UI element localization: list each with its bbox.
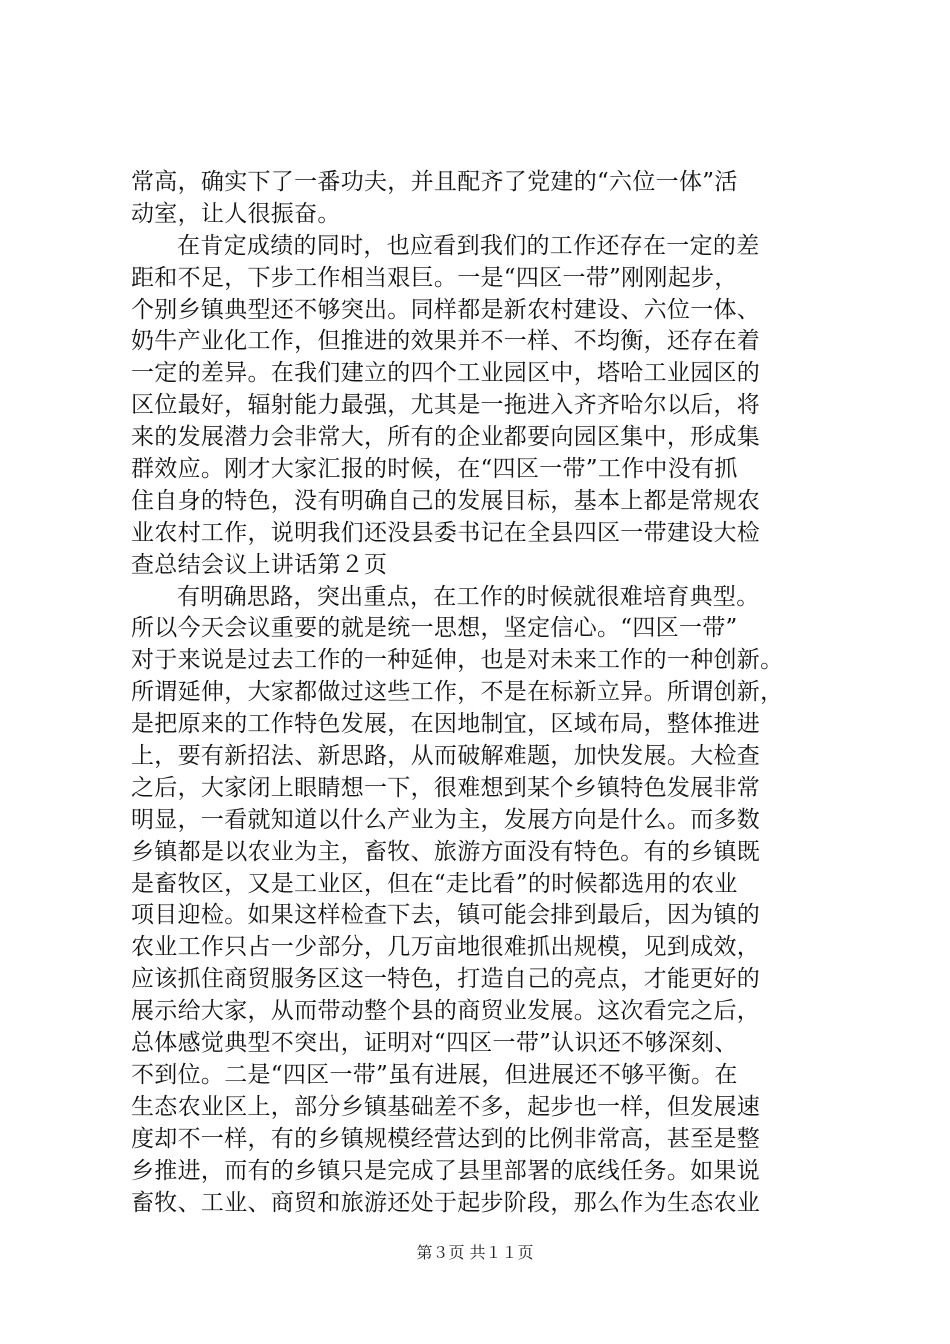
document-body [131,167,831,1219]
text-line: 奶牛产业化工作，但推进的效果并不一样、不均衡，还存在着 [131,328,761,355]
text-line: 查总结会议上讲话第２页 [131,551,388,578]
text-line: 乡推进，而有的乡镇只是完成了县里部署的底线任务。如果说 [131,1157,761,1184]
text-line: 展示给大家，从而带动整个县的商贸业发展。这次看完之后， [131,998,761,1025]
text-line: 住自身的特色，没有明确自己的发展目标，基本上都是常规农 [131,487,761,514]
text-line: 常高，确实下了一番功夫，并且配齐了党建的“六位一体”活 [131,169,738,195]
text-line: 是畜牧区，又是工业区，但在“走比看”的时候都选用的农业 [131,870,738,897]
text-line: 对于来说是过去工作的一种延伸，也是对未来工作的一种创新。 [131,647,784,674]
text-line: 来的发展潜力会非常大，所有的企业都要向园区集中，形成集 [131,424,761,451]
text-line: 项目迎检。如果这样检查下去，镇可能会排到最后，因为镇的 [131,902,761,929]
text-line: 业农村工作，说明我们还没县委书记在全县四区一带建设大检 [131,519,761,546]
text-line: 畜牧、工业、商贸和旅游还处于起步阶段，那么作为生态农业 [131,1189,761,1216]
page-footer: 第３页 共１１页 [416,1243,534,1262]
text-line: 个别乡镇典型还不够突出。同样都是新农村建设、六位一体、 [131,296,761,323]
text-line: 应该抓住商贸服务区这一特色，打造自己的亮点，才能更好的 [131,966,761,993]
text-line: 区位最好，辐射能力最强，尤其是一拖进入齐齐哈尔以后，将 [131,392,761,419]
text-line: 所以今天会议重要的就是统一思想，坚定信心。“四区一带” [131,615,738,642]
text-line: 乡镇都是以农业为主，畜牧、旅游方面没有特色。有的乡镇既 [131,838,761,865]
text-line: 度却不一样，有的乡镇规模经营达到的比例非常高，甚至是整 [131,1125,761,1152]
text-line: 农业工作只占一少部分，几万亩地很难抓出规模，见到成效， [131,934,761,961]
text-line: 生态农业区上，部分乡镇基础差不多，起步也一样，但发展速 [131,1093,761,1120]
text-line: 明显，一看就知道以什么产业为主，发展方向是什么。而多数 [131,806,761,833]
text-line: 动室，让人很振奋。 [131,200,341,227]
paragraph-first-line: 有明确思路，突出重点，在工作的时候就很难培育典型。 [177,583,760,610]
text-line: 是把原来的工作特色发展，在因地制宜，区域布局，整体推进 [131,711,761,738]
paragraph-first-line: 在肯定成绩的同时，也应看到我们的工作还存在一定的差 [177,232,760,259]
text-line: 一定的差异。在我们建立的四个工业园区中，塔哈工业园区的 [131,360,761,387]
text-line: 不到位。二是“四区一带”虽有进展，但进展还不够平衡。在 [131,1061,738,1088]
text-line: 之后，大家闭上眼睛想一下，很难想到某个乡镇特色发展非常 [131,774,761,801]
text-line: 群效应。刚才大家汇报的时候，在“四区一带”工作中没有抓 [131,456,738,483]
text-line: 上，要有新招法、新思路，从而破解难题，加快发展。大检查 [131,743,761,770]
text-line: 所谓延伸，大家都做过这些工作，不是在标新立异。所谓创新， [131,679,784,706]
text-line: 总体感觉典型不突出，证明对“四区一带”认识还不够深刻、 [131,1030,738,1057]
text-line: 距和不足，下步工作相当艰巨。一是“四区一带”刚刚起步， [131,264,738,291]
